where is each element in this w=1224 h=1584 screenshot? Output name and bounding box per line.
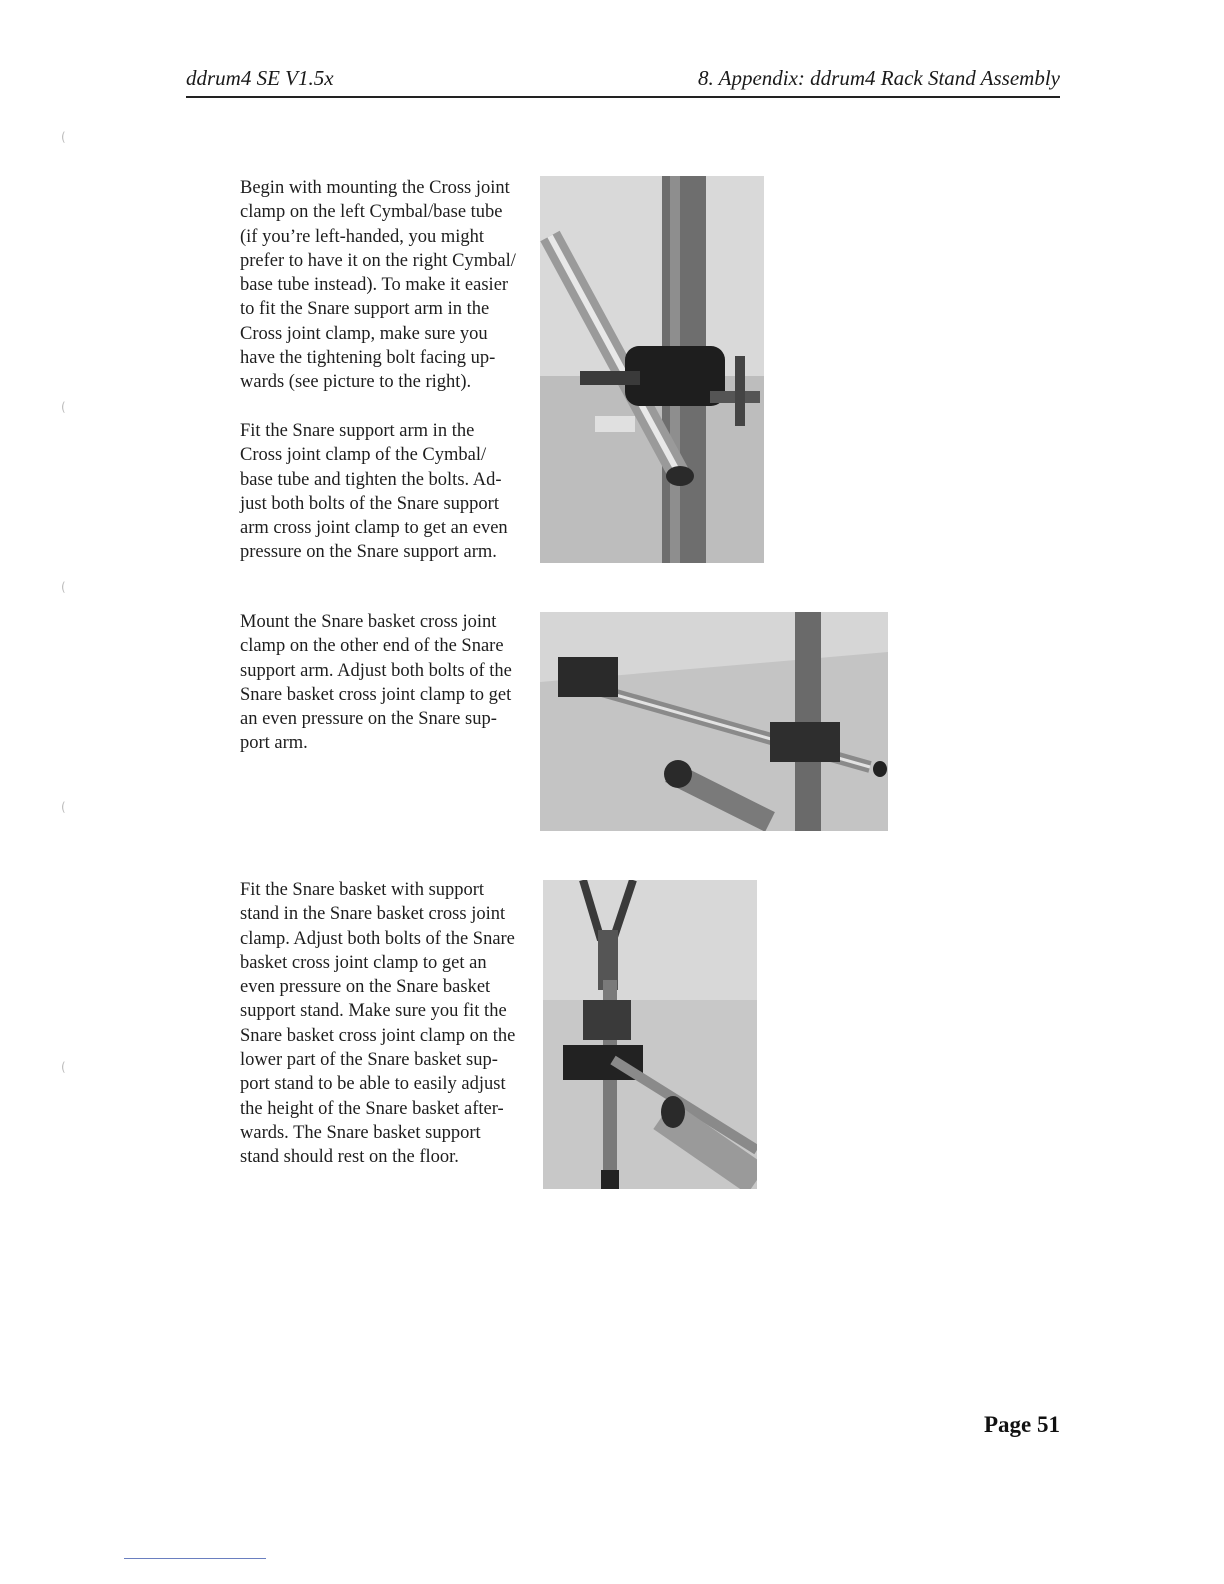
margin-mark: (: [61, 130, 66, 144]
footnote-rule: [124, 1558, 266, 1559]
instruction-paragraph-1: Begin with mounting the Cross joint clamp on the left Cymbal/base tube (if you’re left-handed, you might prefer to have it on the right Cymbal/ base tube instead). To make it easier to fit the Snare support arm in the Cross joint clamp, make sure you have the tightening bolt facing up- wards (see picture to the right). Fit the Snare support arm in the Cross joint clamp of the Cymbal/ base tube and tighten the bolts. Ad- just both bolts of the Snare support arm cross joint clamp to get an even pressure on the Snare support arm.: [240, 178, 516, 563]
header-chapter-title: 8. Appendix: ddrum4 Rack Stand Assembly: [698, 66, 1060, 90]
photo-snare-basket-clamp: [540, 612, 888, 831]
photo-snare-basket-stand: [543, 880, 757, 1189]
instruction-paragraph-3: Fit the Snare basket with support stand in the Snare basket cross joint clamp. Adjust both bolts of the Snare basket cross joint clamp to get an even pressure on the Snare basket support stand. Make sure you fit the Snare basket cross joint clamp on the lower part of the Snare basket sup- port stand to be able to easily adjust the height of the Snare basket after- wards. The Snare basket support stand should rest on the floor.: [240, 880, 516, 1168]
header-rule: [186, 96, 1060, 98]
header-document-title: ddrum4 SE V1.5x: [186, 66, 334, 90]
instruction-paragraph-2: Mount the Snare basket cross joint clamp on the other end of the Snare support arm. Adjust both bolts of the Snare basket cross joint clamp to get an even pressure on the Snare sup- port arm.: [240, 612, 512, 754]
margin-mark: (: [61, 1060, 66, 1074]
photo-cross-joint-clamp: [540, 176, 764, 563]
page-number: Page 51: [983, 1412, 1060, 1437]
margin-mark: (: [61, 400, 66, 414]
margin-mark: (: [61, 580, 66, 594]
margin-mark: (: [61, 800, 66, 814]
